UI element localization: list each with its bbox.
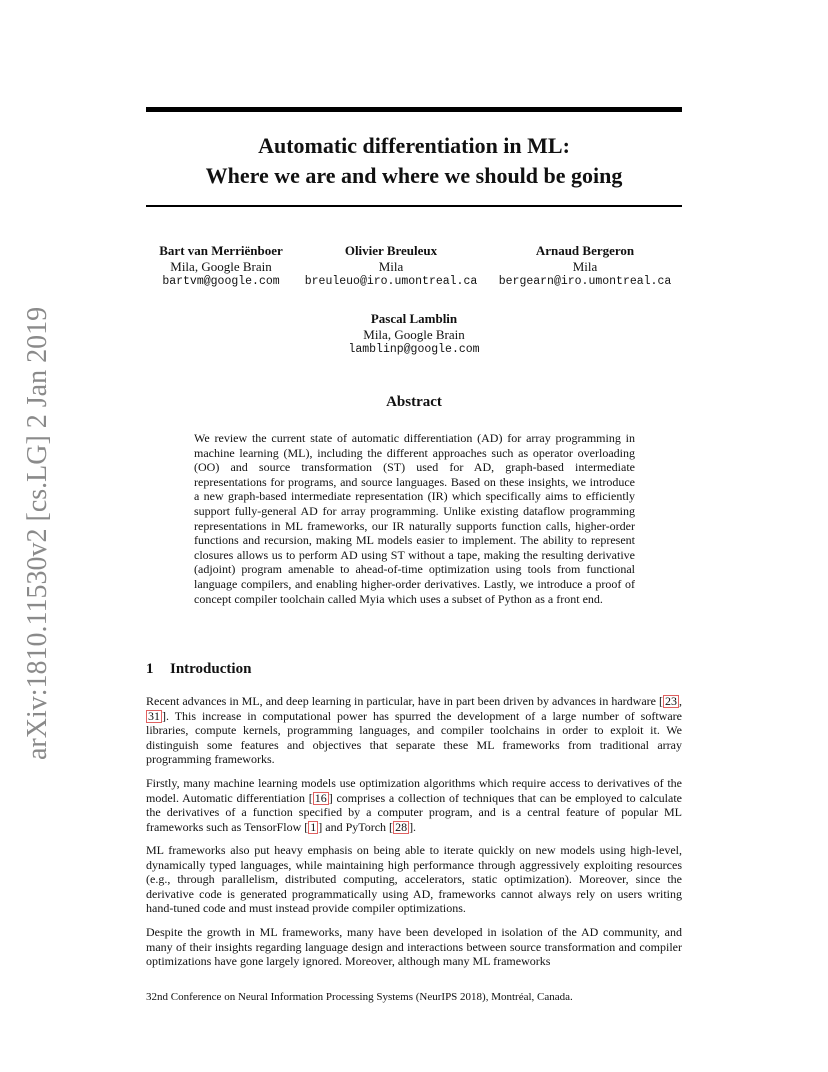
author-name: Pascal Lamblin xyxy=(370,311,458,326)
author-block xyxy=(488,243,682,290)
author-name: Bart van Merriënboer xyxy=(159,243,283,258)
citation-link[interactable]: 28 xyxy=(395,819,408,834)
author-email[interactable]: bergearn@iro.umontreal.ca xyxy=(498,275,672,288)
paragraph-text: ] comprises a collection of techniques that can be employed to calculate the derivatives of a function specified by a computer program, and is a central feature of popular ML frameworks such as TensorFlow [ xyxy=(146,790,682,834)
author-block xyxy=(314,311,514,358)
paragraph-text: Firstly, many machine learning models use optimization algorithms which require access to derivatives of the model. Automatic differentiation [ xyxy=(146,776,682,805)
author-email[interactable]: lamblinp@google.com xyxy=(348,343,480,356)
paper-title xyxy=(146,131,682,191)
section-number: 1 xyxy=(146,661,154,677)
citation-link[interactable]: 23 xyxy=(665,694,677,708)
author-name: Arnaud Bergeron xyxy=(535,243,635,258)
author-affiliation: Mila, Google Brain xyxy=(363,326,465,342)
author-affiliation: Mila xyxy=(378,258,404,274)
paragraph-text: , xyxy=(679,694,682,708)
conference-footnote: 32nd Conference on Neural Information Processing Systems (NeurIPS 2018), Montréal, Canada. xyxy=(146,991,573,1003)
paragraph-text: ]. This increase in computational power has spurred the development of a large number of software libraries, compute kernels, programming languages, and compiler toolchains in order to exploit it. We distinguish some features and objectives that separate these ML frameworks from traditional array programming frameworks. xyxy=(146,708,682,767)
paragraph xyxy=(146,776,682,834)
author-affiliation: Mila xyxy=(572,258,598,274)
citation-link[interactable]: 16 xyxy=(314,790,327,805)
title-line-1: Automatic differentiation in ML: xyxy=(258,133,570,158)
paragraph-text: ]. xyxy=(409,819,417,834)
paragraph-text: ] and PyTorch [ xyxy=(318,819,394,834)
section-title: Introduction xyxy=(170,661,252,677)
author-affiliation: Mila, Google Brain xyxy=(170,258,272,274)
author-name: Olivier Breuleux xyxy=(344,243,438,258)
author-email[interactable]: bartvm@google.com xyxy=(162,275,280,288)
paragraph xyxy=(146,694,682,767)
abstract-text: We review the current state of automatic differentiation (AD) for array programming in machine learning (ML), including the different approaches such as operator overloading (OO) and source transformation (ST) used for AD, graph-based intermediate representations for programs, and source languages. Based on these insights, we introduce a new graph-based intermediate representation (IR) which specifically aims to efficiently support fully-general AD for array programming. Unlike existing dataflow programming representations in ML frameworks, our IR naturally supports function calls, higher-order functions and recursion, making ML models easier to implement. The ability to represent closures allows us to perform AD using ST without a tape, making the resulting derivative (adjoint) program amenable to ahead-of-time optimization using tools from functional language compilers, and enabling higher-order derivatives. Lastly, we introduce a proof of concept compiler toolchain called Myia which uses a subset of Python as a front end. xyxy=(194,431,635,606)
paragraph: ML frameworks also put heavy emphasis on being able to iterate quickly on new models using high-level, dynamically typed languages, while maintaining high performance through aggressively exploiting resources (e.g., through parallelism, distributed computing, accelerators, static optimization). Moreover, since the derivative code is generated programmatically using AD, frameworks cannot always rely on users writing hand-tuned code and must instead provide compiler optimizations. xyxy=(146,843,682,916)
section-heading xyxy=(146,661,251,678)
citation-link[interactable]: 1 xyxy=(310,819,317,834)
title-bottom-rule xyxy=(146,205,682,207)
arxiv-identifier: arXiv:1810.11530v2 [cs.LG] 2 Jan 2019 xyxy=(22,306,53,760)
paragraph-text: Recent advances in ML, and deep learning in particular, have in part been driven by advances in hardware [ xyxy=(146,694,663,708)
paragraph: Despite the growth in ML frameworks, many have been developed in isolation of the AD community, and many of their insights regarding language design and interactions between source transformation and compiler optimizations have gone largely ignored. Moreover, although many ML frameworks xyxy=(146,925,682,969)
author-block xyxy=(296,243,486,290)
citation-link[interactable]: 31 xyxy=(148,708,160,723)
title-line-2: Where we are and where we should be going xyxy=(205,163,623,188)
author-block xyxy=(146,243,296,290)
abstract-heading: Abstract xyxy=(386,394,442,410)
title-top-rule xyxy=(146,107,682,112)
author-email[interactable]: breuleuo@iro.umontreal.ca xyxy=(304,275,478,288)
